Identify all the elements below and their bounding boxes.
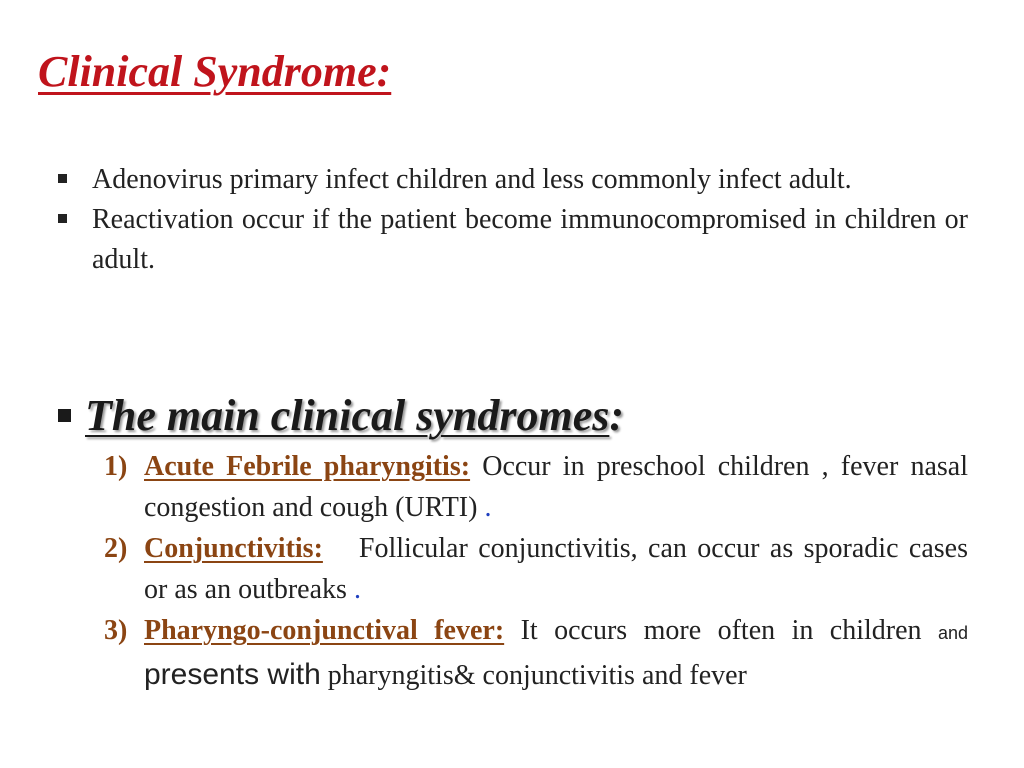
end-mark: .: [484, 492, 492, 523]
list-item: [56, 160, 968, 200]
list-item: [56, 200, 968, 280]
square-bullet-icon: [58, 409, 71, 422]
syndrome-item: [104, 528, 968, 610]
syndrome-name: Acute Febrile pharyngitis:: [144, 451, 471, 482]
square-bullet-icon: [58, 174, 67, 183]
syndrome-description: It occurs more often in children: [520, 615, 922, 646]
syndrome-description: Follicular conjunctivitis, can occur as sporadic cases or as an outbreaks: [144, 533, 968, 605]
syndrome-description-end: pharyngitis& conjunctivitis and fever: [327, 660, 747, 691]
syndrome-item: [104, 610, 968, 696]
section-heading-colon: :: [609, 391, 625, 440]
slide-title: Clinical Syndrome:: [38, 47, 392, 96]
syndrome-list: [104, 446, 968, 696]
section-heading-label: The main clinical syndromes: [85, 391, 610, 440]
syndrome-description: Occur in preschool children , fever nasal congestion and cough (URTI): [144, 451, 969, 523]
and-word: and: [937, 623, 969, 643]
end-mark: .: [353, 574, 361, 605]
intro-bullet-list: [56, 160, 968, 280]
item-number: 1): [104, 451, 128, 482]
bullet-text: Adenovirus primary infect children and less commonly infect adult.: [92, 164, 852, 195]
item-number: 2): [104, 533, 128, 564]
syndrome-name: Conjunctivitis:: [144, 533, 323, 564]
syndrome-item: [104, 446, 968, 528]
bullet-text: Reactivation occur if the patient become immunocompromised in children or adult.: [92, 204, 968, 275]
syndrome-name: Pharyngo-conjunctival fever:: [144, 615, 505, 646]
presents-with-text: presents with: [144, 658, 321, 691]
item-number: 3): [104, 615, 128, 646]
section-heading: [58, 386, 624, 446]
square-bullet-icon: [58, 214, 67, 223]
